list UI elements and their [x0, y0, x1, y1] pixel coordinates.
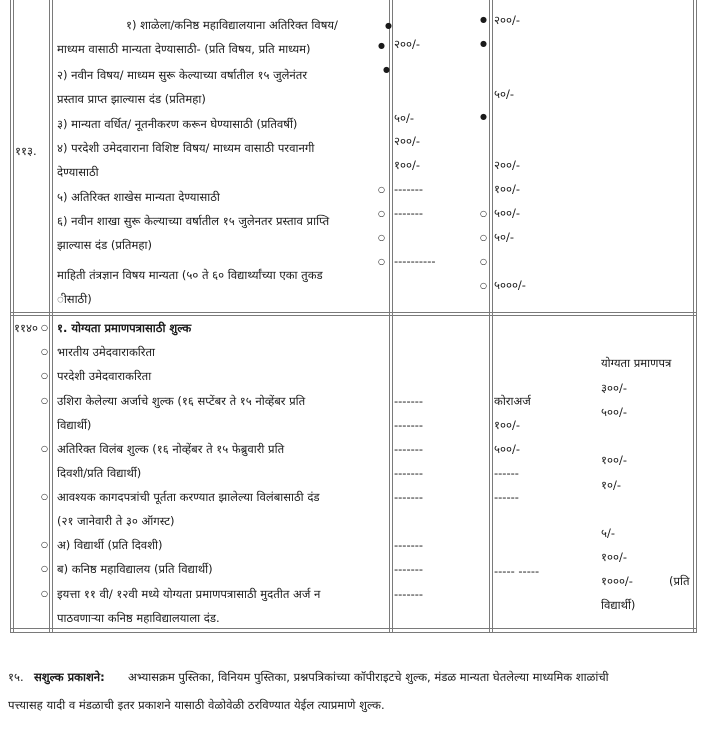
footer-number: १५.: [8, 670, 24, 684]
footer-text: अभ्यासक्रम पुस्तिका, विनियम पुस्तिका, प्रश्नपत्रिकांच्या कॉपीराइटचे शुल्क, मंडळ मान्यता घेतलेल्या माध्यमिक शाळांची: [128, 670, 609, 684]
fee-value: -------: [394, 418, 424, 432]
fee-value: -------: [394, 562, 424, 576]
section-heading: १. योग्यता प्रमाणपत्रासाठी शुल्क: [57, 321, 192, 335]
item-text: भारतीय उमेदवाराकरिता: [57, 345, 156, 359]
bullet-icon: ●: [383, 65, 390, 74]
bullet-icon: ○: [41, 347, 48, 356]
fee-value: १००/-: [494, 182, 520, 196]
fee-value: २००/-: [394, 37, 420, 51]
item-text: ६) नवीन शाखा सुरू केल्याच्या वर्षातील १५ जुलेनतर प्रस्ताव प्राप्ति: [57, 214, 330, 228]
fee-value: १०/-: [601, 478, 621, 492]
footer-heading: सशुल्क प्रकाशने:: [34, 670, 105, 684]
item-text: देण्यासाठी: [57, 165, 99, 179]
item-text: (२१ जानेवारी ते ३० ऑगस्ट): [57, 514, 175, 528]
bullet-icon: ●: [480, 15, 487, 24]
fee-value: -------: [394, 206, 424, 220]
item-text: २) नवीन विषय/ माध्यम सुरू केल्याच्या वर्षातील १५ जुलेनंतर: [57, 68, 308, 82]
bullet-icon: ○: [41, 371, 48, 380]
section-number: ११४०: [14, 321, 38, 335]
fee-value: १००/-: [601, 453, 627, 467]
item-text: आवश्यक कागदपत्रांची पूर्तता करण्यात झालेल्या विलंबासाठी दंड: [57, 490, 320, 504]
bullet-icon: ○: [41, 492, 48, 501]
item-text: उशिरा केलेल्या अर्जाचे शुल्क (१६ सप्टेंबर ते १५ नोव्हेंबर प्रति: [57, 394, 306, 408]
bullet-icon: ○: [480, 233, 487, 242]
fee-value: ५०/-: [494, 230, 514, 244]
fee-value: -------: [394, 587, 424, 601]
fee-value: -------: [394, 394, 424, 408]
item-text: ब) कनिष्ठ महाविद्यालय (प्रति विद्यार्थी): [57, 562, 213, 576]
fee-value: ५/-: [601, 526, 616, 540]
bullet-icon: ●: [378, 41, 385, 50]
bullet-icon: ○: [480, 257, 487, 266]
fee-value: -------: [394, 182, 424, 196]
column-heading: योग्यता प्रमाणपत्र: [601, 356, 672, 370]
fee-value: ५०/-: [494, 87, 514, 101]
item-text: इयत्ता ११ वी/ १२वी मध्ये योग्यता प्रमाणपत्रासाठी मुदतीत अर्ज न: [57, 587, 321, 601]
fee-value: ५०००/-: [494, 278, 526, 292]
fee-note: विद्यार्थी): [601, 598, 636, 612]
item-text: माहिती तंत्रज्ञान विषय मान्यता (५० ते ६० विद्यार्थ्यांच्या एका तुकड: [57, 268, 323, 282]
fee-value: १००/-: [601, 550, 627, 564]
fee-value: -------: [394, 538, 424, 552]
fee-value: ५००/-: [494, 206, 520, 220]
fee-value: ----------: [394, 254, 436, 268]
bullet-icon: ○: [41, 444, 48, 453]
bullet-icon: ○: [378, 185, 385, 194]
fee-value: -------: [394, 442, 424, 456]
bullet-icon: ○: [41, 589, 48, 598]
bullet-icon: ○: [480, 281, 487, 290]
fee-value: -------: [394, 466, 424, 480]
fee-value: २००/-: [494, 13, 520, 27]
fee-value: २००/-: [494, 158, 520, 172]
fee-value: १००/-: [494, 418, 520, 432]
bullet-icon: ○: [480, 209, 487, 218]
fee-value: २००/-: [394, 134, 420, 148]
item-text: झाल्यास दंड (प्रतिमहा): [57, 238, 152, 252]
item-text: पाठवणाऱ्या कनिष्ठ महाविद्यालयाला दंड.: [57, 611, 220, 625]
fee-value: १०००/-: [601, 574, 633, 588]
item-text: ५) अतिरिक्त शाखेस मान्यता देण्यासाठी: [57, 190, 220, 204]
fee-value: कोराअर्ज: [494, 394, 531, 408]
fee-value: ५००/-: [494, 442, 520, 456]
item-text: अ) विद्यार्थी (प्रति दिवशी): [57, 538, 163, 552]
fee-value: -------: [394, 490, 424, 504]
bullet-icon: ●: [385, 21, 392, 30]
fee-value: ------: [494, 466, 519, 480]
bullet-icon: ○: [378, 233, 385, 242]
item-text: प्रस्ताव प्राप्त झाल्यास दंड (प्रतिमहा): [57, 92, 206, 106]
bullet-icon: ○: [378, 257, 385, 266]
bullet-icon: ○: [378, 209, 385, 218]
item-text: ीसाठी): [57, 292, 92, 306]
item-text: परदेशी उमेदवाराकरिता: [57, 369, 152, 383]
item-text: माध्यम वासाठी मान्यता देण्यासाठी- (प्रति विषय, प्रति माध्यम): [57, 42, 311, 56]
fee-value: ५०/-: [394, 111, 414, 125]
fee-note: (प्रति: [669, 574, 690, 588]
item-text: अतिरिक्त विलंब शुल्क (१६ नोव्हेंबर ते १५ फेब्रुवारी प्रति: [57, 442, 285, 456]
fee-value: ----- -----: [494, 564, 540, 578]
item-text: ४) परदेशी उमेदवाराना विशिष्ट विषय/ माध्यम वासाठी परवानगी: [57, 141, 315, 155]
bullet-icon: ●: [480, 112, 487, 121]
bullet-icon: ●: [480, 39, 487, 48]
fee-value: १००/-: [394, 158, 420, 172]
item-text: ३) मान्यता वर्धित/ नूतनीकरण करून घेण्यासाठी (प्रतिवर्षी): [57, 117, 298, 131]
item-text: दिवशी/प्रति विद्यार्थी): [57, 466, 142, 480]
item-text: १) शाळेला/कनिष्ठ महाविद्यालयाना अतिरिक्त विषय/: [126, 18, 338, 32]
item-text: विद्यार्थी): [57, 418, 92, 432]
footer-text: पत्त्यासह यादी व मंडळाची इतर प्रकाशने यासाठी वेळोवेळी ठरविण्यात येईल त्याप्रमाणे शुल्क.: [8, 698, 385, 712]
bullet-icon: ○: [41, 540, 48, 549]
bullet-icon: ○: [41, 323, 48, 332]
fee-value: ------: [494, 490, 519, 504]
fee-value: ३००/-: [601, 381, 627, 395]
fee-value: ५००/-: [601, 405, 627, 419]
section-number: ११३.: [15, 144, 37, 158]
bullet-icon: ○: [41, 564, 48, 573]
bullet-icon: ○: [41, 396, 48, 405]
